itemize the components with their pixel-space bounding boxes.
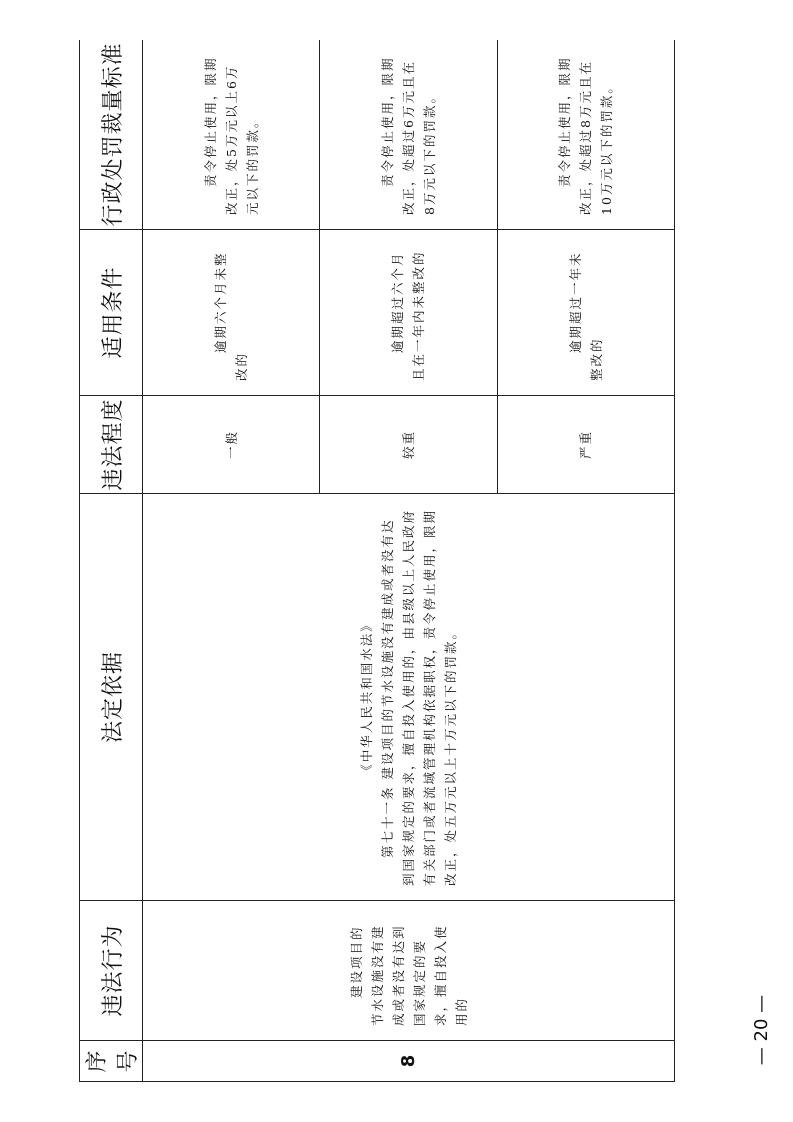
header-basis: 法定依据 bbox=[80, 494, 143, 901]
penalty-cell-2 bbox=[320, 40, 497, 230]
page-number: — 20 — bbox=[751, 994, 772, 1066]
condition-text-3: 逾期超过一年未整改的 bbox=[567, 251, 604, 381]
penalty-cell-1 bbox=[143, 40, 320, 230]
row-number: 8 bbox=[143, 1041, 675, 1082]
degree-cell-3 bbox=[497, 396, 674, 494]
table-frame bbox=[79, 40, 675, 1082]
degree-cell-2 bbox=[320, 396, 497, 494]
penalty-text-3: 责令停止使用，限期改正，处超过8万元且在10万元以下的罚款。 bbox=[557, 56, 615, 215]
table-row bbox=[143, 40, 320, 1082]
header-row bbox=[80, 40, 143, 1082]
header-seq: 序号 bbox=[80, 1041, 143, 1082]
act-cell bbox=[143, 901, 675, 1041]
penalty-text-1: 责令停止使用，限期改正，处5万元以上6万元以下的罚款。 bbox=[202, 56, 260, 215]
penalty-text-2: 责令停止使用，限期改正，处超过6万元且在8万元以下的罚款。 bbox=[379, 56, 437, 215]
penalty-table bbox=[79, 40, 675, 1082]
basis-cell bbox=[143, 494, 675, 901]
degree-cell-1 bbox=[143, 396, 320, 494]
degree-text-2: 较重 bbox=[400, 430, 416, 460]
degree-text-3: 严重 bbox=[578, 430, 594, 460]
condition-cell-1 bbox=[143, 230, 320, 396]
header-degree: 违法程度 bbox=[80, 396, 143, 494]
condition-cell-3 bbox=[497, 230, 674, 396]
basis-text bbox=[356, 494, 461, 900]
law-title: 《中华人民共和国水法》 bbox=[359, 617, 374, 777]
degree-text-1: 一般 bbox=[223, 430, 239, 460]
penalty-cell-3 bbox=[497, 40, 674, 230]
rotated-table-area bbox=[79, 40, 675, 1082]
header-condition: 适用条件 bbox=[80, 230, 143, 396]
act-text: 建设项目的节水设施没有建成或者没有达到国家规定的要求，擅自投入使用的 bbox=[348, 924, 469, 1026]
header-penalty: 行政处罚裁量标准 bbox=[80, 40, 143, 230]
condition-cell-2 bbox=[320, 230, 497, 396]
condition-text-2: 逾期超过六个月且在一年内未整改的 bbox=[390, 250, 427, 381]
law-body: 第七十一条 建设项目的节水设施没有建成或者没有达到国家规定的要求，擅自投入使用的，由县级以上人民政府有关部门或者流域管理机构依据职权，责令停止使用，限期改正，处五万元以上十万元以下的罚款。 bbox=[380, 508, 458, 886]
page-footer bbox=[742, 980, 782, 1080]
condition-text-1: 逾期六个月未整改的 bbox=[213, 251, 250, 381]
header-act: 违法行为 bbox=[80, 901, 143, 1041]
